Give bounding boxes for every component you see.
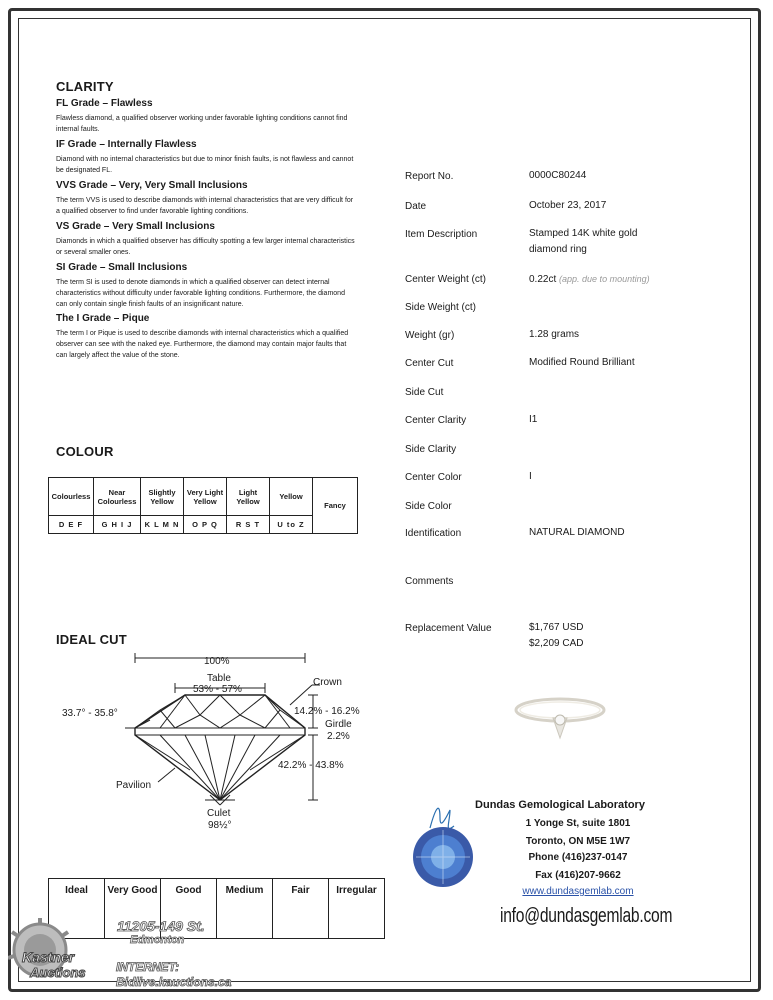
- grade-desc-si: The term SI is used to denote diamonds in which a qualified observer can detect internal characteristics without difficulty under favorable lighting conditions. Furthermore, the diamond can only contain single finish faults of an insignificant nature.: [56, 279, 345, 308]
- cut-grade-very-good: Very Good: [105, 879, 161, 939]
- lab-address-line1: 1 Yonge St, suite 1801: [525, 818, 631, 829]
- diagram-culet-label: Culet: [207, 808, 231, 819]
- lab-email[interactable]: info@dundasgemlab.com: [500, 905, 673, 927]
- colour-range-opq: O P Q: [184, 516, 227, 534]
- diagram-crown-label: Crown: [313, 677, 342, 688]
- report-no-label: Report No.: [405, 171, 454, 182]
- grade-title-vs: VS Grade – Very Small Inclusions: [56, 221, 215, 232]
- center-cut-value: Modified Round Brilliant: [529, 357, 635, 368]
- comments-label: Comments: [405, 576, 454, 587]
- weight-gr-label: Weight (gr): [405, 330, 455, 341]
- side-cut-label: Side Cut: [405, 387, 444, 398]
- side-clarity-label: Side Clarity: [405, 444, 457, 455]
- colour-col-very-light-yellow: Very Light Yellow: [184, 478, 227, 516]
- cut-grade-medium: Medium: [217, 879, 273, 939]
- lab-website-link[interactable]: www.dundasgemlab.com: [522, 886, 634, 897]
- replacement-value-usd: $1,767 USD: [529, 622, 584, 633]
- colour-range-klmn: K L M N: [141, 516, 184, 534]
- watermark-internet-url: Bidlive.kauctions.ca: [116, 975, 232, 989]
- cut-grade-irregular: Irregular: [329, 879, 385, 939]
- ideal-cut-heading: IDEAL CUT: [56, 632, 127, 647]
- clarity-heading: CLARITY: [56, 79, 114, 94]
- center-weight-note: (app. due to mounting): [559, 274, 650, 284]
- identification-label: Identification: [405, 528, 462, 539]
- colour-col-slightly-yellow: Slightly Yellow: [141, 478, 184, 516]
- replacement-value-cad: $2,209 CAD: [529, 638, 584, 649]
- hologram-seal: [400, 800, 480, 895]
- grade-desc-vs: Diamonds in which a qualified observer has difficulty spotting a few larger internal characteristics or several smaller ones.: [56, 238, 355, 256]
- grade-desc-if: Diamond with no internal characteristics but due to minor finish faults, is not flawless and cannot be designated FL.: [56, 156, 354, 174]
- grade-title-si: SI Grade – Small Inclusions: [56, 262, 188, 273]
- watermark-address-line1: 11205-149 St.: [117, 918, 205, 934]
- grade-desc-fl: Flawless diamond, a qualified observer working under favorable lighting conditions cannot find internal faults.: [56, 115, 348, 133]
- item-description-value: Stamped 14K white gold diamond ring: [529, 228, 638, 255]
- cut-grade-table: [48, 878, 385, 939]
- grade-desc-i: The term I or Pique is used to describe diamonds with internal characteristics which a qualified observer can see with the naked eye. Furthermore, the diamond may contain major faults that can largely affect the value of the stone.: [56, 330, 349, 359]
- watermark-address-line2: Edmonton: [130, 934, 185, 946]
- center-color-value: I: [529, 471, 532, 482]
- grade-desc-vvs: The term VVS is used to describe diamonds with internal characteristics that are very difficult for a qualified observer to find under favorable lighting conditions.: [56, 197, 354, 215]
- colour-grade-table: [48, 477, 358, 534]
- diagram-pavilion-label: Pavilion: [116, 780, 152, 791]
- colour-col-near-colourless: Near Colourless: [94, 478, 141, 516]
- grade-title-if: IF Grade – Internally Flawless: [56, 139, 197, 150]
- center-color-label: Center Color: [405, 472, 462, 483]
- grade-title-fl: FL Grade – Flawless: [56, 98, 153, 109]
- watermark-internet-label: INTERNET:: [116, 960, 180, 974]
- grade-title-i: The I Grade – Pique: [56, 313, 150, 324]
- colour-heading: COLOUR: [56, 444, 114, 459]
- lab-name: Dundas Gemological Laboratory: [475, 799, 645, 811]
- date-value: October 23, 2017: [529, 200, 607, 211]
- center-cut-label: Center Cut: [405, 358, 454, 369]
- diagram-pavilion-depth: 42.2% - 43.8%: [278, 760, 344, 771]
- colour-range-rst: R S T: [227, 516, 270, 534]
- diagram-table-label: Table: [207, 673, 231, 684]
- date-label: Date: [405, 201, 427, 212]
- lab-fax: Fax (416)207-9662: [535, 870, 621, 881]
- watermark-brand-line1: Kastner: [22, 949, 75, 965]
- diagram-crown-angle: 33.7° - 35.8°: [62, 708, 118, 719]
- diagram-width-label: 100%: [204, 656, 230, 667]
- report-no-value: 0000C80244: [529, 170, 587, 181]
- weight-gr-value: 1.28 grams: [529, 329, 580, 340]
- diagram-girdle-value: 2.2%: [327, 731, 350, 742]
- colour-range-utoz: U to Z: [270, 516, 313, 534]
- grade-title-vvs: VVS Grade – Very, Very Small Inclusions: [56, 180, 248, 191]
- colour-col-light-yellow: Light Yellow: [227, 478, 270, 516]
- center-clarity-label: Center Clarity: [405, 415, 467, 426]
- colour-col-yellow: Yellow: [270, 478, 313, 516]
- diagram-girdle-label: Girdle: [325, 719, 352, 730]
- ring-photo: [505, 680, 615, 750]
- center-weight-value: 0.22ct: [529, 274, 557, 285]
- cut-grade-good: Good: [161, 879, 217, 939]
- colour-col-fancy: Fancy: [313, 478, 358, 534]
- side-color-label: Side Color: [405, 501, 452, 512]
- center-weight-label: Center Weight (ct): [405, 274, 486, 285]
- colour-range-ghij: G H I J: [94, 516, 141, 534]
- diagram-table-range: 53% - 57%: [193, 684, 242, 695]
- identification-value: NATURAL DIAMOND: [529, 527, 625, 538]
- watermark-brand-line2: Auctions: [30, 965, 86, 980]
- item-description-label: Item Description: [405, 229, 478, 240]
- colour-col-colourless: Colourless: [49, 478, 94, 516]
- cut-grade-fair: Fair: [273, 879, 329, 939]
- diagram-crown-height: 14.2% - 16.2%: [294, 706, 360, 717]
- diagram-culet-value: 98½°: [208, 820, 232, 831]
- center-weight-field: [529, 271, 650, 288]
- colour-range-def: D E F: [49, 516, 94, 534]
- lab-address-line2: Toronto, ON M5E 1W7: [525, 836, 631, 847]
- side-weight-label: Side Weight (ct): [405, 302, 476, 313]
- replacement-value-label: Replacement Value: [405, 623, 492, 634]
- lab-phone: Phone (416)237-0147: [528, 852, 628, 863]
- cut-grade-ideal: Ideal: [49, 879, 105, 939]
- center-clarity-value: I1: [529, 414, 538, 425]
